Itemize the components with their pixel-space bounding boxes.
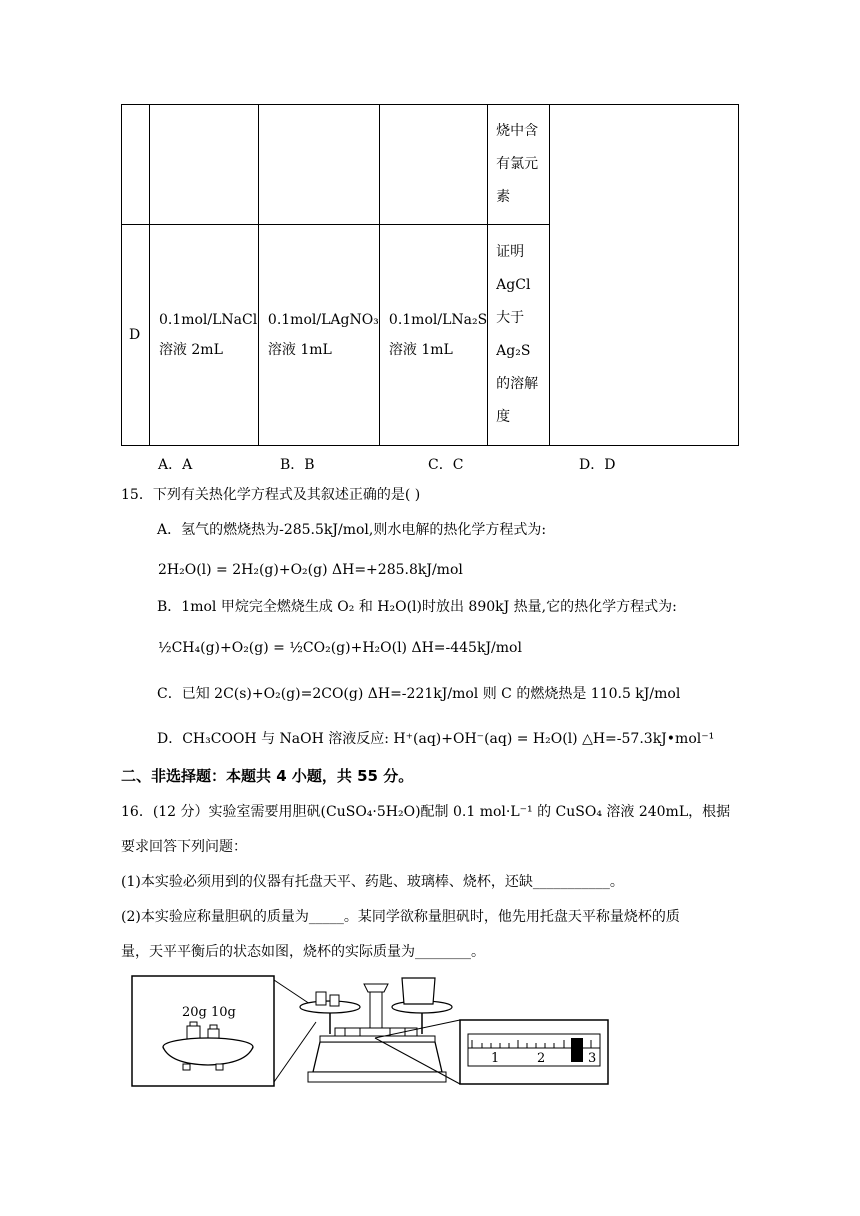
q15-option-b: B．1mol 甲烷完全燃烧生成 O₂ 和 H₂O(l)时放出 890kJ 热量,它的热化学方程式为: xyxy=(157,599,677,615)
q15-option-d: D．CH₃COOH 与 NaOH 溶液反应: H⁺(aq)+OH⁻(aq) = H₂O(l) △H=-57.3kJ•mol⁻¹ xyxy=(157,731,715,747)
conclusion-cell-c: 烧中含 有氯元 素 xyxy=(488,105,550,225)
balance-figure xyxy=(130,972,610,1092)
conclusion-cell-d: 证明 AgCl 大于 Ag₂S 的溶解 度 xyxy=(488,225,550,446)
empty-merged-cell xyxy=(550,105,739,446)
option-d: D．D xyxy=(579,457,616,473)
reagent3-cell: 0.1mol/LNa₂S 溶液 1mL xyxy=(379,225,487,446)
scale-tick-label: 2 xyxy=(537,1051,546,1066)
option-a: A．A xyxy=(158,457,193,473)
scale-tick-label: 3 xyxy=(588,1051,597,1066)
weights-inset xyxy=(132,976,274,1086)
weights-label: 20g 10g xyxy=(182,1005,236,1020)
reagent2-cell: 0.1mol/LAgNO₃ 溶液 1mL xyxy=(258,225,379,446)
scale-tick-label: 1 xyxy=(491,1051,500,1066)
q15-option-c: C．已知 2C(s)+O₂(g)=2CO(g) ΔH=-221kJ/mol 则 C 的燃烧热是 110.5 kJ/mol xyxy=(157,686,681,702)
experiment-table xyxy=(121,104,739,446)
row-label-d: D xyxy=(122,225,150,446)
rider xyxy=(571,1038,583,1062)
section-heading: 二、非选择题：本题共 4 小题，共 55 分。 xyxy=(121,767,414,785)
balance xyxy=(300,978,452,1082)
q16-line5: 量，天平平衡后的状态如图，烧杯的实际质量为________。 xyxy=(121,944,485,960)
q16-line4: (2)本实验应称量胆矾的质量为_____。某同学欲称量胆矾时，他先用托盘天平称量烧杯的质 xyxy=(121,909,680,925)
q15-equation-b: ½CH₄(g)+O₂(g) = ½CO₂(g)+H₂O(l) ΔH=-445kJ/mol xyxy=(158,640,522,656)
q16-line1: 16．(12 分）实验室需要用胆矾(CuSO₄·5H₂O)配制 0.1 mol·L⁻¹ 的 CuSO₄ 溶液 240mL，根据 xyxy=(121,804,731,820)
q16-line2: 要求回答下列问题： xyxy=(121,839,247,855)
q16-line3: (1)本实验必须用到的仪器有托盘天平、药匙、玻璃棒、烧杯，还缺___________。 xyxy=(121,874,624,890)
q15-stem: 15．下列有关热化学方程式及其叙述正确的是( ) xyxy=(121,487,421,503)
rider-scale-inset xyxy=(460,1020,608,1084)
option-b: B．B xyxy=(280,457,315,473)
table-row xyxy=(122,105,739,225)
reagent1-cell: 0.1mol/LNaCl 溶液 2mL xyxy=(149,225,258,446)
q15-option-a: A．氢气的燃烧热为-285.5kJ/mol,则水电解的热化学方程式为: xyxy=(157,522,547,538)
q15-equation-a: 2H₂O(l) = 2H₂(g)+O₂(g) ΔH=+285.8kJ/mol xyxy=(158,562,463,578)
option-c: C．C xyxy=(428,457,464,473)
